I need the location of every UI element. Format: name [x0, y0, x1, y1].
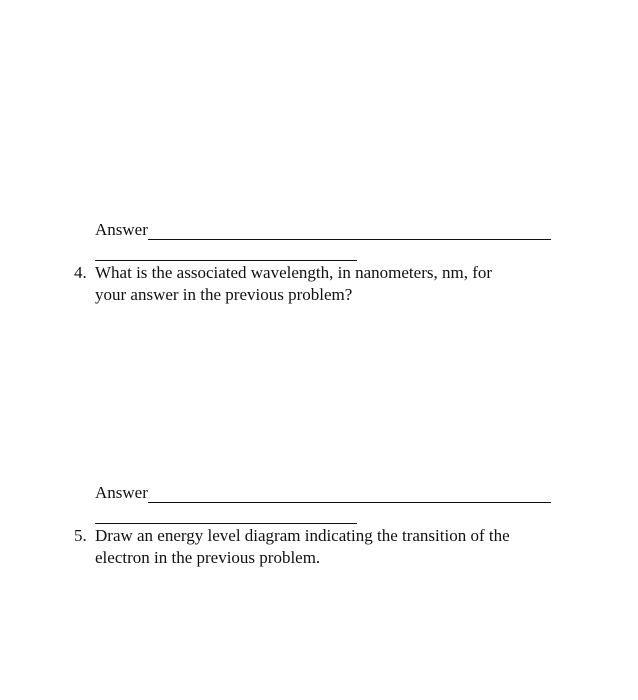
question-line: Draw an energy level diagram indicating the transition of the: [95, 526, 510, 545]
question-line: your answer in the previous problem?: [95, 285, 353, 304]
question-number: 5.: [74, 526, 87, 545]
answer-line-continuation[interactable]: [95, 260, 357, 261]
question-number: 4.: [74, 263, 87, 282]
answer-label: Answer: [95, 483, 148, 502]
answer-line-continuation[interactable]: [95, 523, 357, 524]
answer-label: Answer: [95, 220, 148, 239]
question-text: [95, 525, 565, 569]
answer-block-1: [95, 220, 551, 240]
question-line: What is the associated wavelength, in nanometers, nm, for: [95, 263, 493, 282]
answer-line[interactable]: [148, 485, 551, 503]
question-line: electron in the previous problem.: [95, 548, 321, 567]
question-text: [95, 262, 565, 306]
answer-block-2: [95, 483, 551, 503]
answer-line[interactable]: [148, 222, 551, 240]
